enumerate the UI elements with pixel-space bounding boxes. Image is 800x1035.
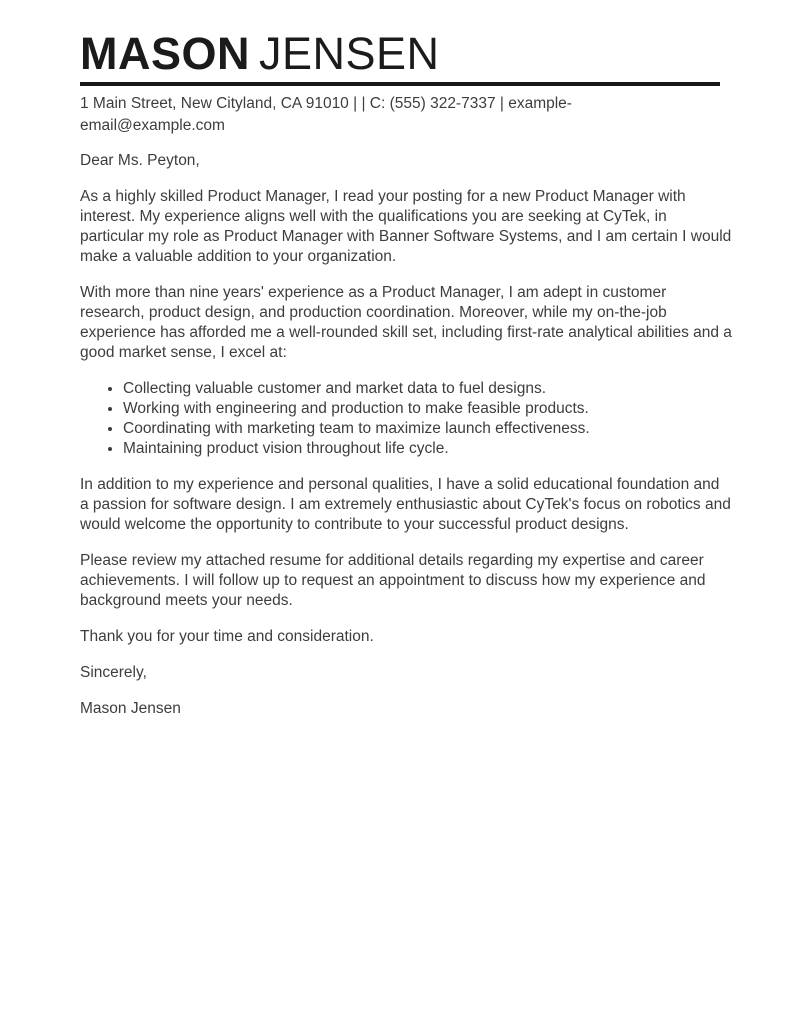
contact-line-2: email@example.com bbox=[80, 116, 225, 134]
paragraph-education: In addition to my experience and personal qualities, I have a solid educational foundation and a passion for software design. I am extremely enthusiastic about CyTek's focus on robotics and would welcome the opportunity to contribute to your successful product designs. bbox=[80, 475, 731, 533]
thanks-line: Thank you for your time and consideration. bbox=[80, 627, 374, 645]
paragraph-experience: With more than nine years' experience as a Product Manager, I am adept in customer research, product design, and production coordination. Moreover, while my on-the-job experience has afforded me a well-rounded skill set, including first-rate analytical abilities and a good market sense, I excel at: bbox=[80, 283, 732, 361]
applicant-first-name: MASON bbox=[80, 28, 250, 79]
paragraph-intro: As a highly skilled Product Manager, I read your posting for a new Product Manager with interest. My experience aligns well with the qualifications you are seeking at CyTek, in particular my role as Product Manager with Banner Software Systems, and I am certain I would make a valuable addition to your organization. bbox=[80, 187, 732, 265]
contact-line-1: 1 Main Street, New Cityland, CA 91010 | | C: (555) 322-7337 | example- bbox=[80, 94, 572, 112]
bullet-item: • Maintaining product vision throughout life cycle. bbox=[123, 439, 732, 459]
bullet-item: • Coordinating with marketing team to maximize launch effectiveness. bbox=[123, 419, 732, 439]
letterhead-divider bbox=[80, 82, 720, 86]
valediction: Sincerely, bbox=[80, 663, 147, 681]
skills-bullet-list bbox=[80, 379, 732, 459]
letterhead bbox=[80, 28, 730, 137]
greeting: Dear Ms. Peyton, bbox=[80, 151, 200, 169]
bullet-item: • Working with engineering and production to make feasible products. bbox=[123, 399, 732, 419]
applicant-last-name: JENSEN bbox=[259, 28, 440, 79]
contact-info bbox=[80, 93, 730, 137]
letter-body bbox=[80, 151, 732, 719]
signature-name: Mason Jensen bbox=[80, 699, 181, 717]
bullet-item: • Collecting valuable customer and market data to fuel designs. bbox=[123, 379, 732, 399]
applicant-name bbox=[80, 28, 730, 80]
paragraph-followup: Please review my attached resume for additional details regarding my expertise and career achievements. I will follow up to request an appointment to discuss how my experience and background meets your needs. bbox=[80, 551, 706, 609]
